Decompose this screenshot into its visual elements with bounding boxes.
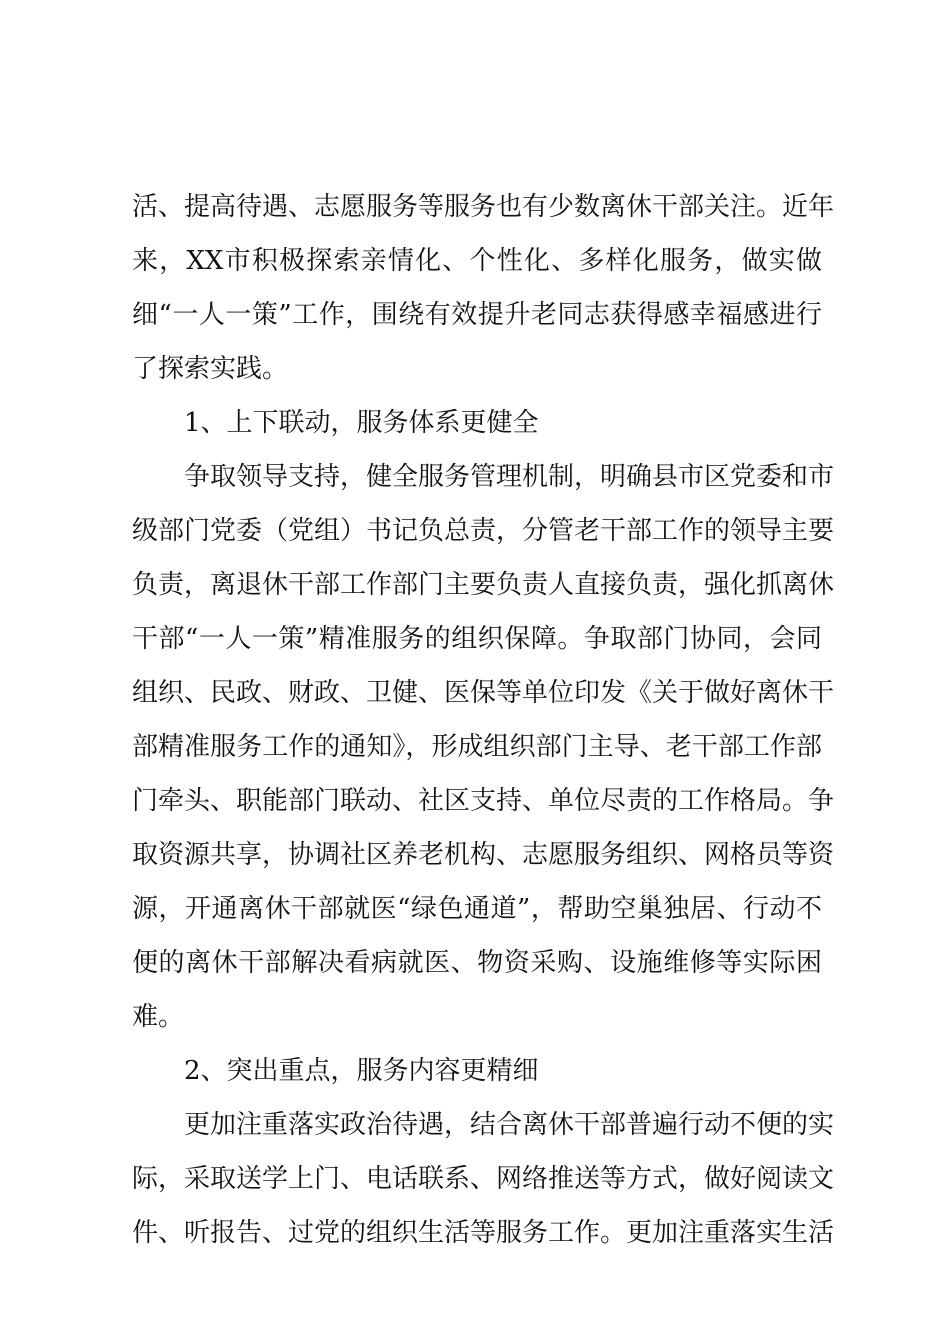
text-line: 源，开通离休干部就医“绿色通道”，帮助空巢独居、行动不 (132, 894, 822, 924)
text-line: 更加注重落实政治待遇，结合离休干部普遍行动不便的实 (184, 1110, 835, 1140)
text-line: 取资源共享，协调社区养老机构、志愿服务组织、网格员等资 (132, 840, 835, 870)
text-line: 级部门党委（党组）书记负总责，分管老干部工作的领导主要 (132, 516, 835, 546)
text-line: 负责，离退休干部工作部门主要负责人直接负责，强化抓离休 (132, 570, 835, 600)
body-text (132, 180, 835, 1260)
text-line: 细“一人一策”工作，围绕有效提升老同志获得感幸福感进行 (132, 300, 822, 330)
text-line: 争取领导支持，健全服务管理机制，明确县市区党委和市 (184, 462, 835, 492)
text-line: 难。 (132, 1002, 185, 1032)
section-heading-1: 1、上下联动，服务体系更健全 (184, 408, 539, 438)
text-line: 干部“一人一策”精准服务的组织保障。争取部门协同，会同 (132, 624, 822, 654)
section-heading-2: 2、突出重点，服务内容更精细 (184, 1056, 539, 1086)
text-line: 活、提高待遇、志愿服务等服务也有少数离休干部关注。近年 (132, 192, 835, 222)
text-line: 组织、民政、财政、卫健、医保等单位印发《关于做好离休干 (132, 678, 835, 708)
text-line: 了探索实践。 (132, 354, 289, 384)
text-line: 来，XX市积极探索亲情化、个性化、多样化服务，做实做 (132, 246, 822, 276)
text-line: 便的离休干部解决看病就医、物资采购、设施维修等实际困 (132, 948, 822, 978)
text-line: 部精准服务工作的通知》，形成组织部门主导、老干部工作部 (132, 732, 822, 762)
text-line: 门牵头、职能部门联动、社区支持、单位尽责的工作格局。争 (132, 786, 835, 816)
text-line: 际，采取送学上门、电话联系、网络推送等方式，做好阅读文 (132, 1164, 835, 1194)
text-line: 件、听报告、过党的组织生活等服务工作。更加注重落实生活 (132, 1218, 835, 1248)
